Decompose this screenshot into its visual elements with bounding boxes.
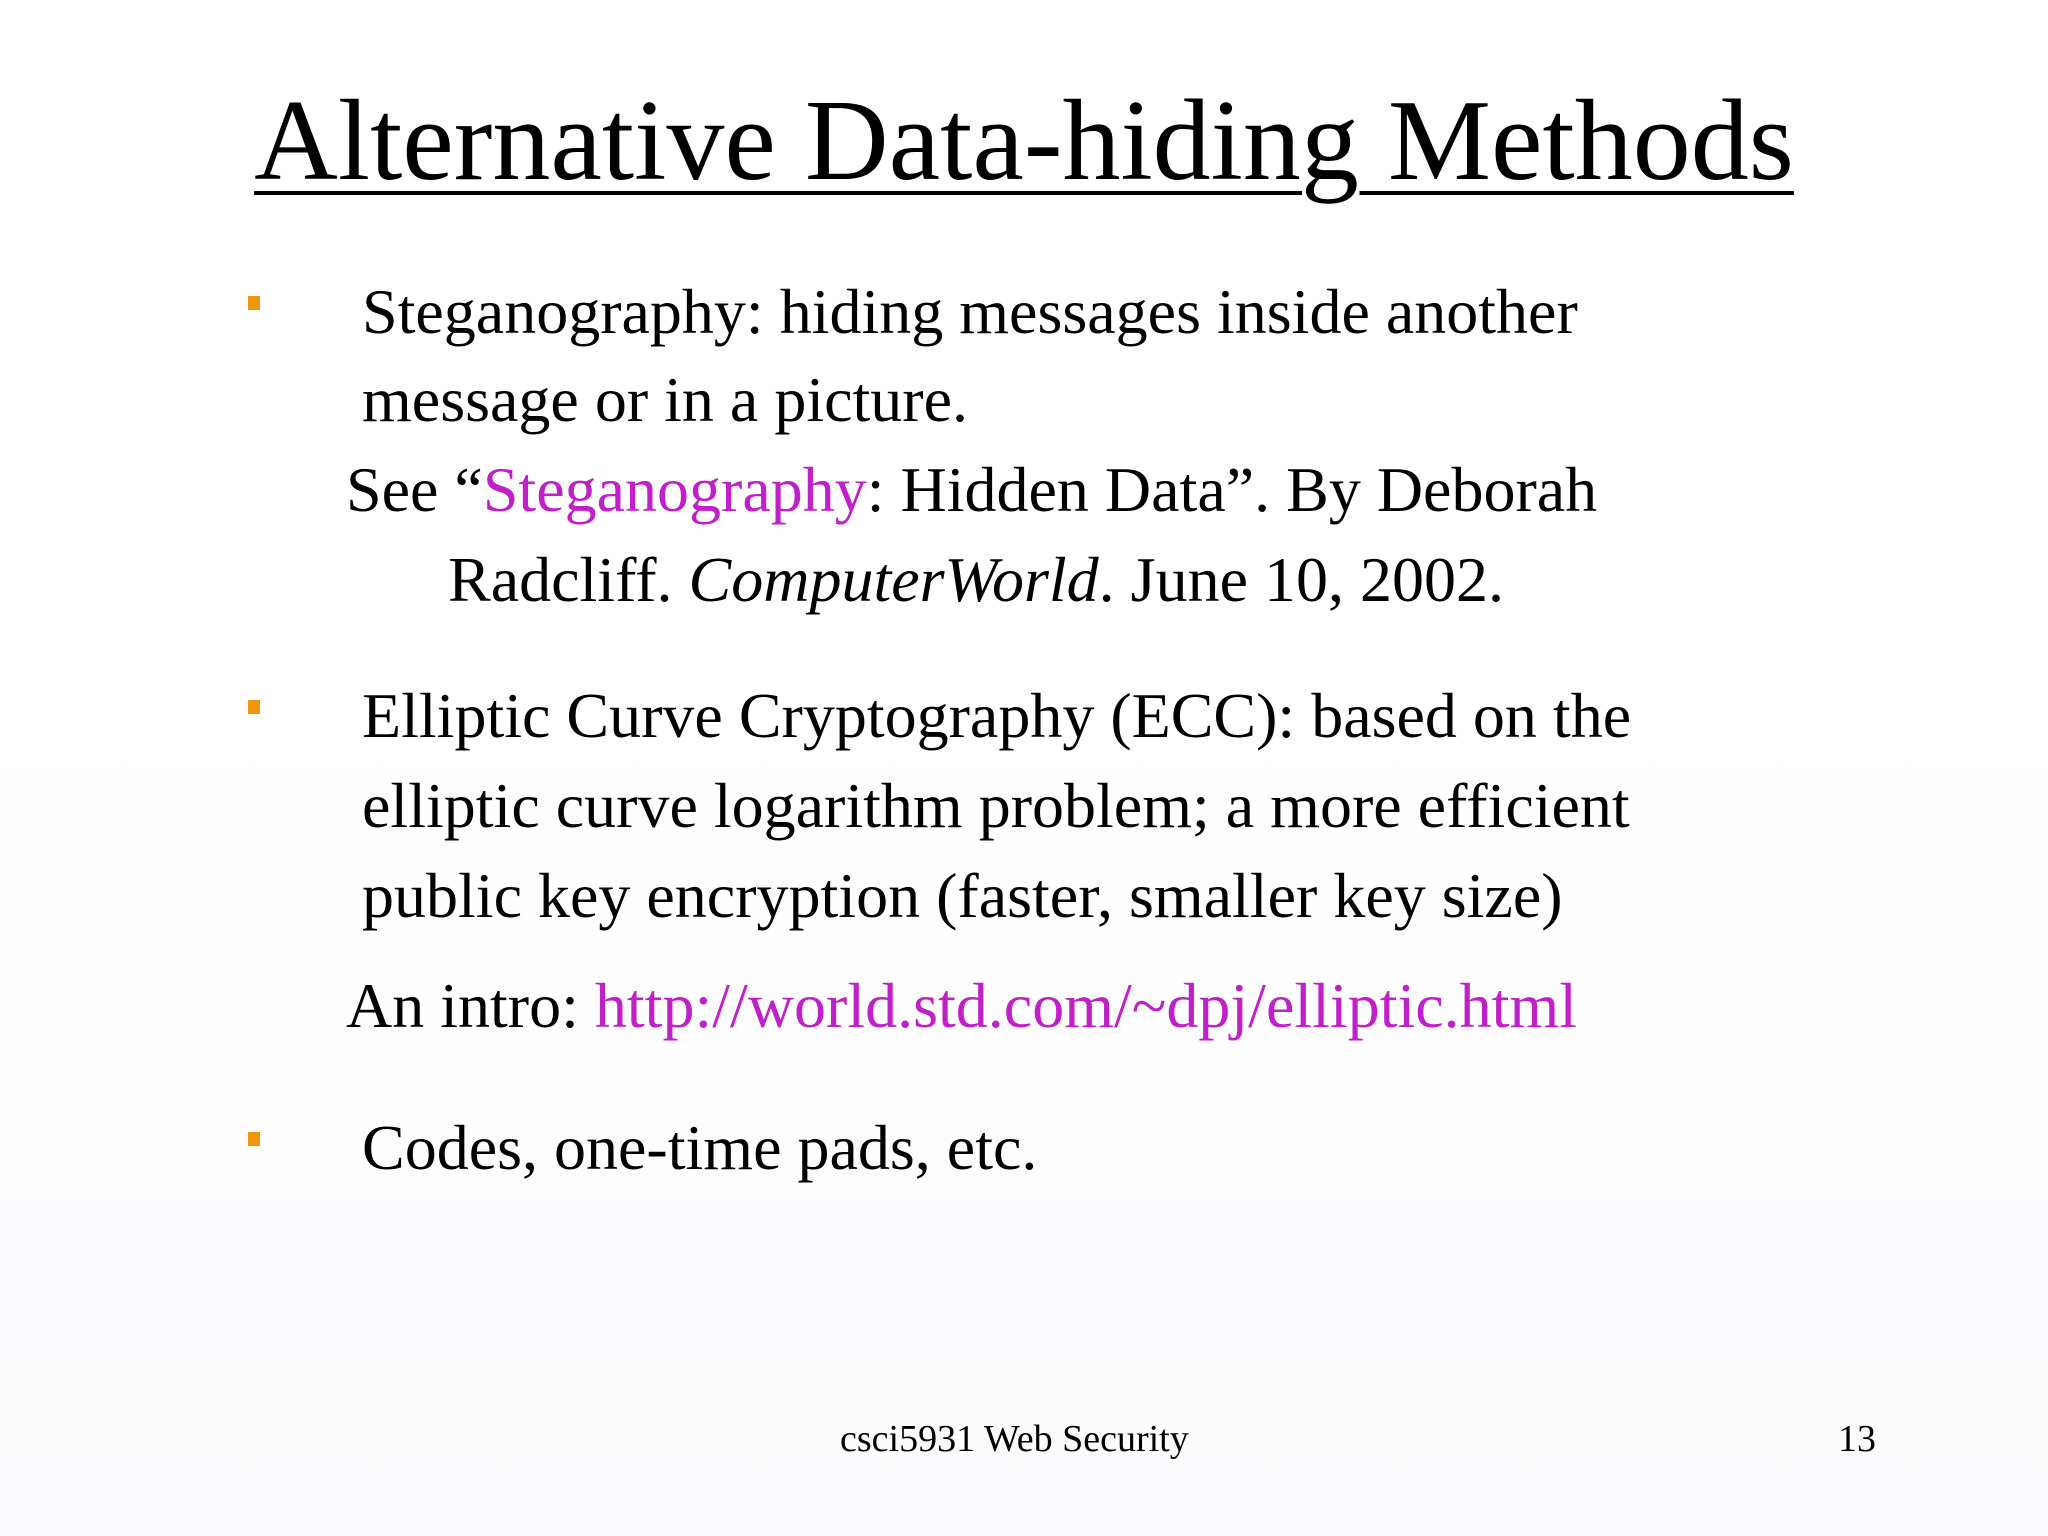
citation-publication: ComputerWorld	[688, 544, 1099, 615]
citation-author: Radcliff.	[448, 544, 689, 615]
bullet-marker	[248, 700, 260, 714]
citation-suffix: : Hidden Data”. By Deborah	[866, 454, 1598, 525]
bullet-1-line-2: message or in a picture.	[362, 364, 968, 435]
citation-prefix: See “	[346, 454, 483, 525]
bullet-3-line-1: Codes, one-time pads, etc.	[362, 1112, 1038, 1183]
slide-title: Alternative Data-hiding Methods	[254, 77, 1794, 205]
bullet-marker	[248, 1132, 260, 1146]
bullet-2-intro-line	[346, 970, 1577, 1041]
footer-course: csci5931 Web Security	[840, 1418, 1189, 1460]
bullet-1-citation-line-1	[346, 454, 1598, 525]
bullet-2-line-3: public key encryption (faster, smaller key size)	[362, 860, 1563, 931]
intro-prefix: An intro:	[346, 970, 595, 1041]
citation-date: . June 10, 2002.	[1098, 544, 1504, 615]
bullet-1-line-1: Steganography: hiding messages inside another	[362, 276, 1578, 347]
bullet-2-line-1: Elliptic Curve Cryptography (ECC): based on the	[362, 680, 1632, 751]
elliptic-intro-link[interactable]: http://world.std.com/~dpj/elliptic.html	[594, 970, 1577, 1041]
bullet-marker	[248, 296, 260, 310]
bullet-2-line-2: elliptic curve logarithm problem; a more efficient	[362, 770, 1630, 841]
footer-page-number: 13	[1838, 1418, 1876, 1460]
bullet-1-citation-line-2	[448, 544, 1504, 615]
steganography-link[interactable]: Steganography	[482, 454, 867, 525]
